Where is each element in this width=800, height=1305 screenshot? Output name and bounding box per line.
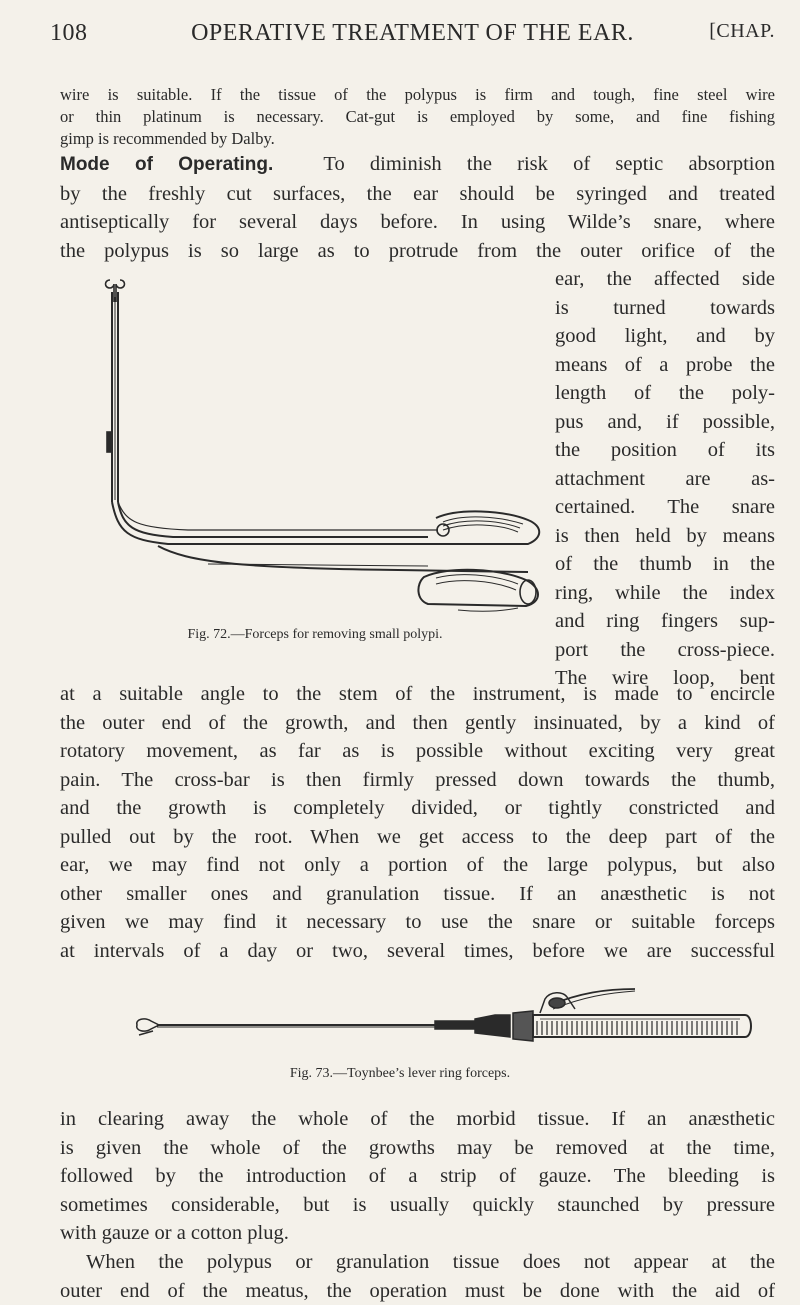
text-line: wire is suitable. If the tissue of the polypus is firm and tough, fine steel wire bbox=[60, 84, 775, 106]
text-line: sometimes considerable, but is usually quickly staunched by pressure bbox=[60, 1191, 775, 1220]
intro-paragraph bbox=[60, 84, 775, 150]
text-line: port the cross-piece. bbox=[555, 636, 775, 665]
text-line: Mode of Operating. To diminish the risk of septic absorption bbox=[60, 150, 775, 180]
text-line: good light, and by bbox=[555, 322, 775, 351]
text-line: at a suitable angle to the stem of the instrument, is made to encircle bbox=[60, 680, 775, 709]
text-line: length of the poly- bbox=[555, 379, 775, 408]
text-line: is turned towards bbox=[555, 294, 775, 323]
section-heading: Mode of Operating. bbox=[60, 154, 273, 175]
text-line: means of a probe the bbox=[555, 351, 775, 380]
text-line: attachment are as- bbox=[555, 465, 775, 494]
figure-72-caption: Fig. 72.—Forceps for removing small polypi. bbox=[95, 627, 535, 643]
text-line: pain. The cross-bar is then firmly pressed down towards the thumb, bbox=[60, 766, 775, 795]
text-line: gimp is recommended by Dalby. bbox=[60, 128, 775, 150]
text-line: pus and, if possible, bbox=[555, 408, 775, 437]
text-line: at intervals of a day or two, several times, before we are successful bbox=[60, 937, 775, 966]
text-line: ear, the affected side bbox=[555, 265, 775, 294]
text-line: and the growth is completely divided, or tightly constricted and bbox=[60, 794, 775, 823]
mode-section-top bbox=[60, 150, 775, 265]
text-line: of the thumb in the bbox=[555, 550, 775, 579]
text-line: ring, while the index bbox=[555, 579, 775, 608]
text-line: or thin platinum is necessary. Cat-gut is employed by some, and fine fishing bbox=[60, 106, 775, 128]
text-line: with gauze or a cotton plug. bbox=[60, 1219, 775, 1248]
text-line: pulled out by the root. When we get access to the deep part of the bbox=[60, 823, 775, 852]
last-paragraph bbox=[60, 1248, 775, 1305]
text-line: When the polypus or granulation tissue does not appear at the bbox=[60, 1248, 775, 1277]
text-line: rotatory movement, as far as is possible without exciting very great bbox=[60, 737, 775, 766]
text-line: and ring fingers sup- bbox=[555, 607, 775, 636]
text-line: certained. The snare bbox=[555, 493, 775, 522]
text-line: the outer end of the growth, and then gently insinuated, by a kind of bbox=[60, 709, 775, 738]
running-title: OPERATIVE TREATMENT OF THE EAR. bbox=[50, 20, 775, 47]
mode-section-wrapped bbox=[555, 265, 775, 693]
text-line: is then held by means bbox=[555, 522, 775, 551]
mode-section-bottom bbox=[60, 680, 775, 965]
running-head bbox=[50, 20, 775, 56]
text-line: outer end of the meatus, the operation must be done with the aid of bbox=[60, 1277, 775, 1305]
mode-section-after-figure bbox=[60, 1105, 775, 1248]
text-line: ear, we may find not only a portion of the large polypus, but also bbox=[60, 851, 775, 880]
lever-ring-forceps-illustration bbox=[135, 985, 755, 1055]
text-line: in clearing away the whole of the morbid tissue. If an anæsthetic bbox=[60, 1105, 775, 1134]
text-line: the position of its bbox=[555, 436, 775, 465]
text-line: antiseptically for several days before. In using Wilde’s snare, where bbox=[60, 208, 775, 237]
text-line: by the freshly cut surfaces, the ear should be syringed and treated bbox=[60, 180, 775, 209]
text-line: other smaller ones and granulation tissue. If an anæsthetic is not bbox=[60, 880, 775, 909]
page-number: 108 bbox=[50, 20, 88, 47]
text-line: given we may find it necessary to use the snare or suitable forceps bbox=[60, 908, 775, 937]
text-line: the polypus is so large as to protrude from the outer orifice of the bbox=[60, 237, 775, 266]
text-line: is given the whole of the growths may be removed at the time, bbox=[60, 1134, 775, 1163]
figure-73-caption: Fig. 73.—Toynbee’s lever ring forceps. bbox=[0, 1066, 800, 1082]
forceps-illustration bbox=[98, 272, 543, 632]
chapter-reference: [CHAP. bbox=[709, 20, 775, 43]
text-line: followed by the introduction of a strip of gauze. The bleeding is bbox=[60, 1162, 775, 1191]
text-line: The wire loop, bent bbox=[555, 664, 775, 693]
